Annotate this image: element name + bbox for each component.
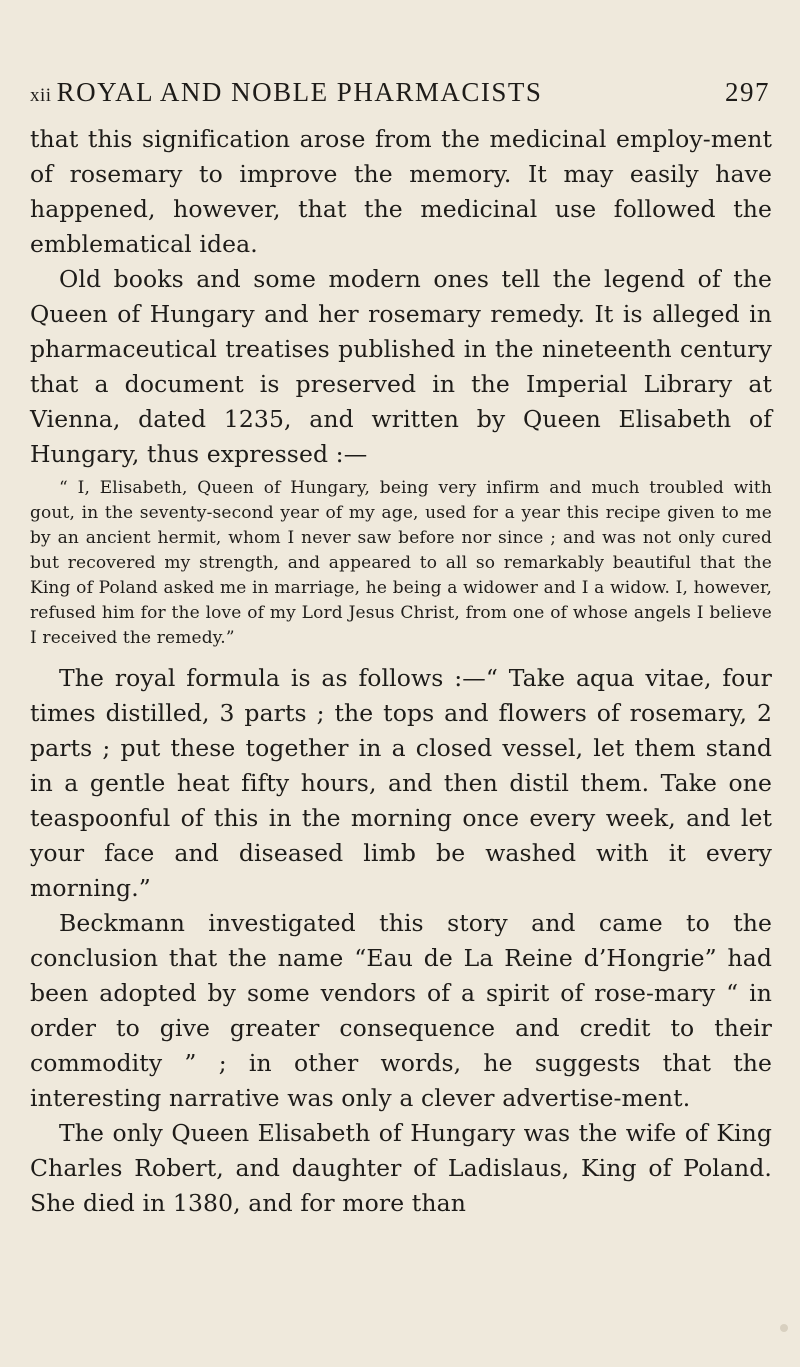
paragraph-2: Old books and some modern ones tell the legend of the Queen of Hungary and her rosemary remedy. It is alleged in pharmaceutical treatises published in the nineteenth century that a document is preserved in the Imperial Library at Vienna, dated 1235, and written by Queen Elisabeth of Hungary, thus expressed :— — [30, 265, 772, 468]
page-number: 297 — [725, 77, 770, 107]
paragraph-5: The only Queen Elisabeth of Hungary was the wife of King Charles Robert, and daughter of Ladislaus, King of Poland. She died in 1380, and for more than — [30, 1119, 772, 1217]
paragraph-1: that this signification arose from the medicinal employ-ment of rosemary to improve the memory. It may easily have happened, however, that the medicinal use followed the emblematical idea. — [30, 125, 772, 258]
body-text — [30, 122, 772, 1221]
quotation-block — [30, 476, 772, 651]
quotation-text: “ I, Elisabeth, Queen of Hungary, being very infirm and much troubled with gout, in the seventy-second year of my age, used for a year this recipe given to me by an ancient hermit, whom I never saw before nor since ; and was not only cured but recovered my strength, and appeared to all so remarkably beautiful that the King of Poland asked me in marriage, he being a widower and I a widow. I, however, refused him for the love of my Lord Jesus Christ, from one of whose angels I believe I received the remedy.” — [30, 478, 772, 648]
running-header — [30, 74, 770, 110]
paper-speck — [780, 1324, 788, 1332]
paragraph-4: Beckmann investigated this story and came to the conclusion that the name “Eau de La Reine d’Hongrie” had been adopted by some vendors of a spirit of rose-mary “ in order to give greater consequence and credit to their commodity ” ; in other words, he suggests that the interesting narrative was only a clever advertise-ment. — [30, 909, 772, 1112]
paragraph-3: The royal formula is as follows :—“ Take aqua vitae, four times distilled, 3 parts ; the tops and flowers of rosemary, 2 parts ; put these together in a closed vessel, let them stand in a gentle heat fifty hours, and then distil them. Take one teaspoonful of this in the morning once every week, and let your face and diseased limb be washed with it every morning.” — [30, 664, 772, 902]
chapter-number: xii — [30, 85, 52, 106]
running-title: ROYAL AND NOBLE PHARMACISTS — [56, 77, 543, 107]
